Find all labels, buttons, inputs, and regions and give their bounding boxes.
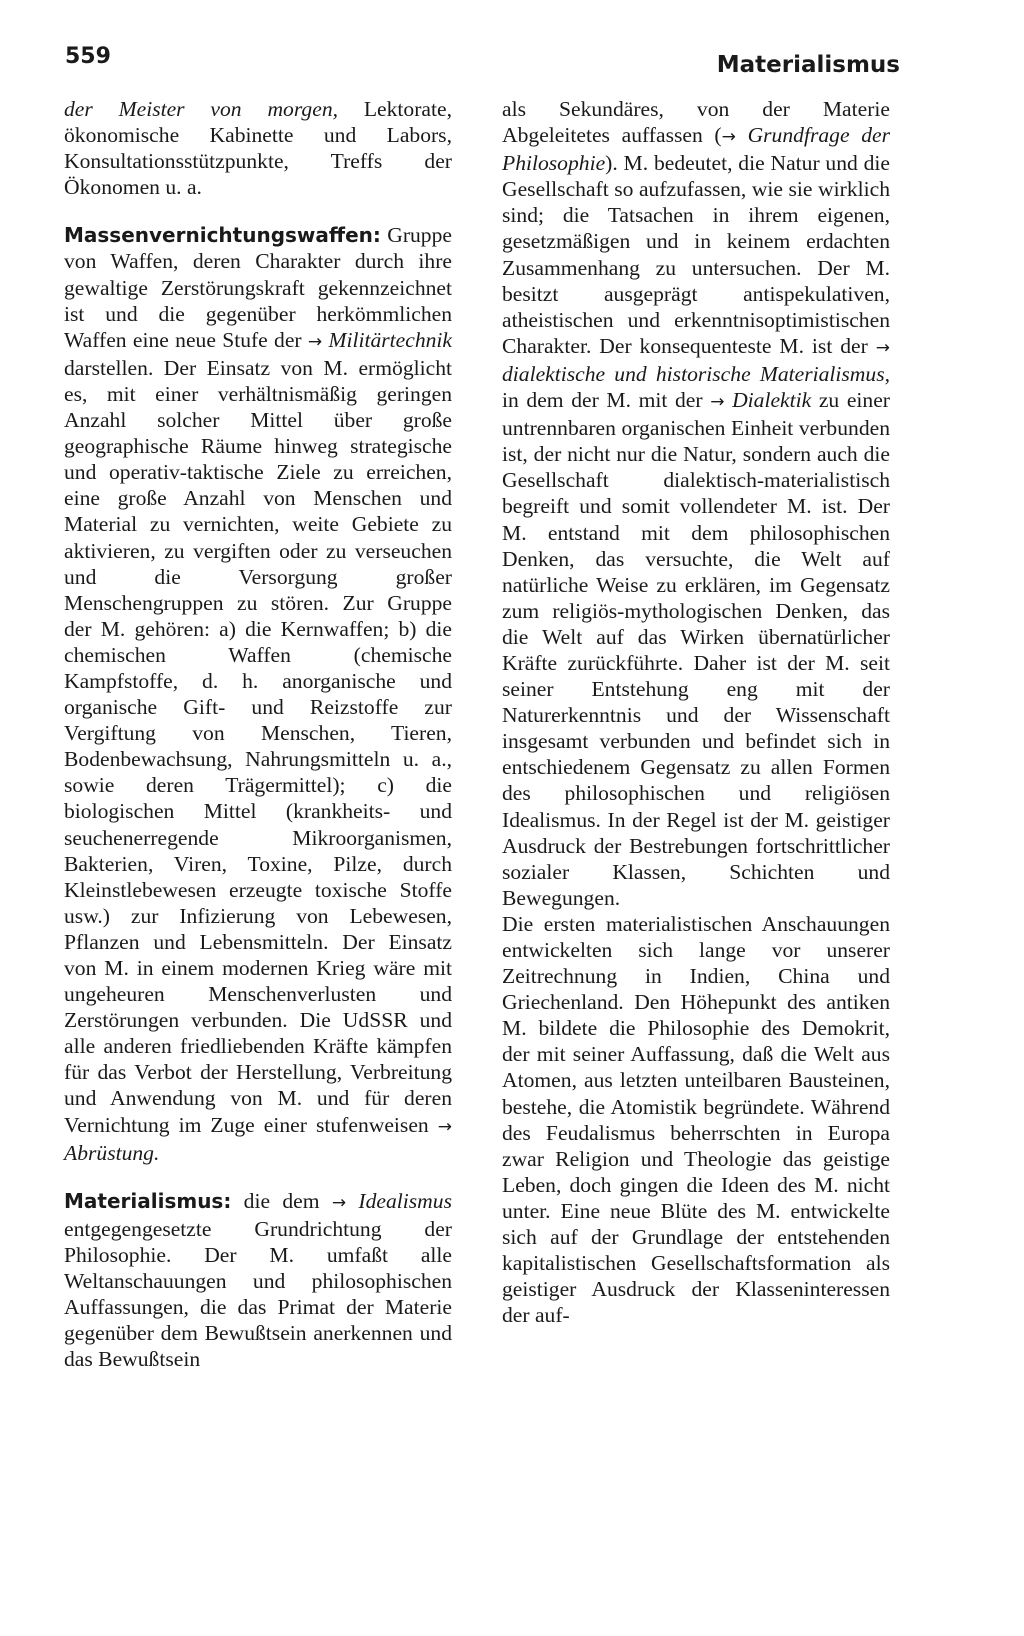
entry-text: darstellen. Der Einsatz von M. ermöglicht es, mit einer verhältnismäßig geringen Anzahl solcher Mittel über große geographische Räume hinweg strategische und operativ-taktische Ziele zu erreichen, eine große Anzahl von Menschen und Material zu vernichten, weite Gebiete zu aktivieren, zu vergiften oder zu verseuchen und die Versorgung großer Menschengruppen zu stören. Zur Gruppe der M. gehören: a) die Kernwaffen; b) die chemischen Waffen (chemische Kampfstoffe, d. h. anorganische und organische Gift- und Reizstoffe zur Vergiftung von Menschen, Tieren, Bodenbewachsung, Nahrungsmitteln u. a., sowie deren Trägermittel); c) die biologischen Mittel (krankheits- und seuchenerregende Mikroorganismen, Bakterien, Viren, Toxine, Pilze, durch Kleinstlebewesen erzeugte toxische Stoffe usw.) zur Infizierung von Lebewesen, Pflanzen und Lebensmitteln. Der Einsatz von M. in einem modernen Krieg wäre mit ungeheuren Menschenverlusten und Zerstörungen verbunden. Die UdSSR und alle anderen friedliebenden Kräfte kämpfen für das Verbot der Herstellung, Verbreitung und Anwendung von M. und für deren Vernichtung im Zuge einer stufenweisen [64,355,452,1137]
page-number: 559 [65,44,111,69]
cross-reference-arrow-icon: → [721,127,736,148]
cross-reference-arrow-icon: → [710,392,725,413]
entry-massenvernichtungswaffen [64,222,452,1165]
entry-text: entgegengesetzte Grundrichtung der Philosophie. Der M. umfaßt alle Weltanschauungen und philosophischen Auffassungen, die das Primat der Materie gegenüber dem Bewußtsein anerkennen und das Bewußtsein [64,1216,452,1372]
entry-text: in dem der M. mit der [502,388,711,413]
intro-paragraph [64,96,452,200]
headword-massenvernichtungswaffen: Massenvernichtungswaffen: [64,223,381,248]
headword-materialismus: Materialismus: [64,1188,232,1213]
right-column [502,96,890,1328]
cross-reference-abruestung: Abrüstung. [64,1140,160,1165]
left-column [64,96,452,1372]
entry-text: Gruppe von Waffen, deren Charakter durch ihre gewaltige Zerstörungskraft gekennzeichnet ist und die gegenüber herkömmlichen Waffen eine neue Stufe der [64,223,452,352]
running-head: Materialismus [716,52,900,78]
materialismus-history-paragraph: Die ersten materialistischen Anschauungen entwickelten sich lange vor unserer Zeitrechnung in Indien, China und Griechenland. Den Höhepunkt des antiken M. bildete die Philosophie des Demokrit, der mit seiner Auffassung, daß die Welt aus Atomen, aus letzten unteilbaren Bausteinen, bestehe, die Atomistik begründete. Während des Feudalismus beherrschten in Europa zwar Religion und Theologie das geistige Leben, doch gingen die Ideen des M. nicht unter. Eine neue Blüte des M. entwickelte sich auf der Grundlage der entstehenden kapitalistischen Gesellschaftsformation als geistiger Ausdruck der Klasseninteressen der auf- [502,911,890,1328]
entry-text: zu einer untrennbaren organischen Einheit verbunden ist, der nicht nur die Natur, sondern auch die Gesellschaft dialektisch-materialistisch begreift und somit vollendeter M. ist. Der M. entstand mit dem philosophischen Denken, das versuchte, die Welt auf natürliche Weise zu erklären, im Gegensatz zum religiös-mythologischen Denken, das die Welt auf das Wirken übernatürlicher Kräfte zurückführte. Daher ist der M. seit seiner Entstehung eng mit der Naturerkenntnis und der Wissenschaft insgesamt verbunden und befindet sich in entschiedenem Gegensatz zu allen Formen des philosophischen und religiösen Idealismus. In der Regel ist der M. geistiger Ausdruck der Bestrebungen fortschrittlicher sozialer Klassen, Schichten und Bewegungen. [502,388,890,910]
entry-text: ). M. bedeutet, die Natur und die Gesellschaft so aufzufassen, wie sie wirklich sind; die Tatsachen in ihrem eigenen, gesetzmäßigen und in keinem erdachten Zusammenhang zu untersuchen. Der M. besitzt ausgeprägt antispekulativen, atheistischen und erkenntnisoptimistischen Charakter. Der konsequenteste M. ist der [502,151,890,358]
entry-text: als Sekundäres, von der Materie Abgeleitetes auffassen ( [502,97,890,148]
cross-reference-arrow-icon: → [307,331,323,352]
cross-reference-arrow-icon: → [437,1116,452,1137]
entry-text: die dem [231,1188,332,1213]
cross-reference-arrow-icon: → [331,1192,347,1213]
cross-reference-arrow-icon: → [875,337,890,358]
materialismus-continuation-paragraph [502,96,890,911]
cross-reference-dialektik: Dialektik [732,388,812,413]
entry-materialismus [64,1188,452,1373]
cross-reference-militaertechnik: Militärtechnik [328,327,453,352]
cross-reference-idealismus: Idealismus [358,1188,452,1213]
cross-reference-dialektischer-materialismus: dialektische und historische Materialismus, [502,361,890,386]
intro-italic: der Meister von morgen, [64,97,339,121]
intro-text: Lektorate, ökonomische Kabinette und Labors, Konsultationsstützpunkte, Treffs der Ökonomen u. a. [64,97,452,200]
cross-reference-grundfrage: Grundfrage der Philosophie [502,123,890,176]
